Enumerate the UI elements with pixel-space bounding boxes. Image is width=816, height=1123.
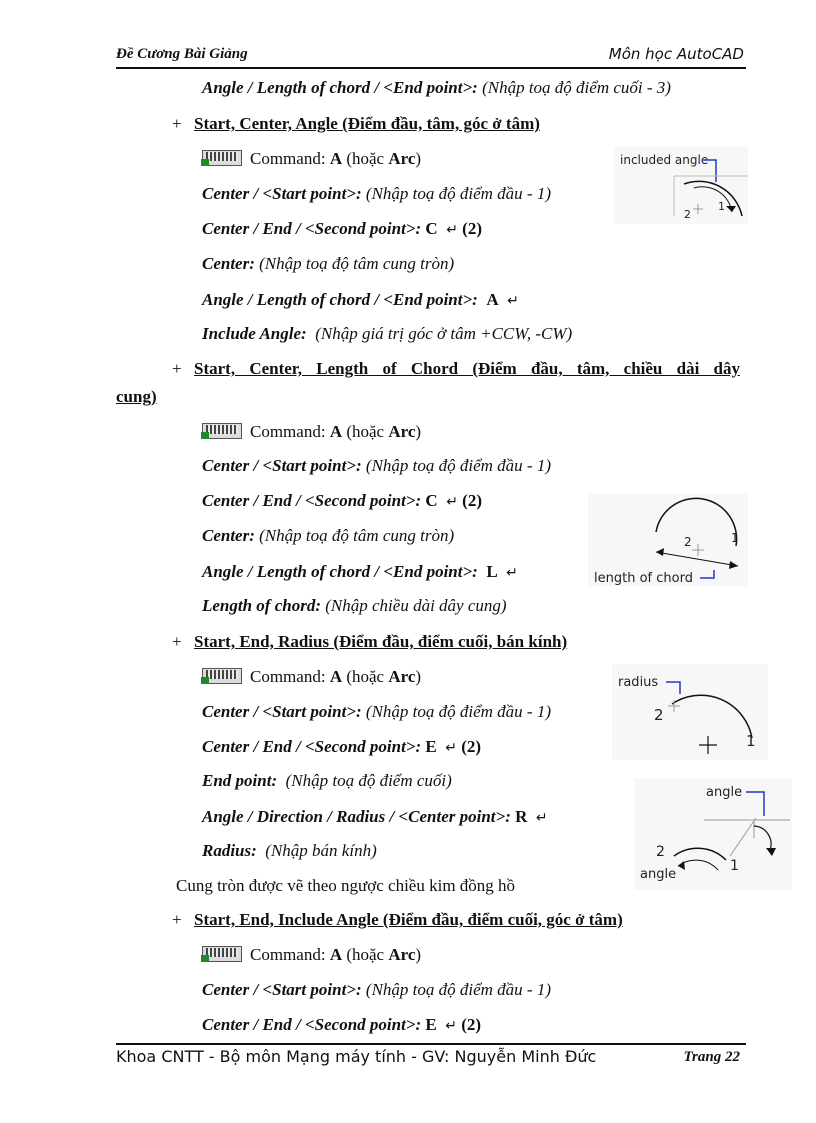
footer-divider xyxy=(116,1043,746,1045)
section-title: Start, End, Include Angle (Điểm đầu, điểm cuối, góc ở tâm) xyxy=(194,910,623,929)
keyboard-icon xyxy=(202,150,242,167)
text-line: Center / <Start point>: (Nhập toạ độ điểm đầu - 1) xyxy=(202,456,551,475)
text-line: Angle / Direction / Radius / <Center point>: R ↵ xyxy=(202,807,548,826)
text-line: Angle / Length of chord / <End point>: (Nhập toạ độ điểm cuối - 3) xyxy=(202,78,671,97)
angle-figure xyxy=(634,778,792,890)
svg-text:1: 1 xyxy=(731,531,739,545)
text-line: Include Angle: (Nhập giá trị góc ở tâm +CCW, -CW) xyxy=(202,324,573,343)
keyboard-icon xyxy=(202,423,242,440)
command-line: Command: A (hoặc Arc) xyxy=(202,667,421,687)
text-line: Center: (Nhập toạ độ tâm cung tròn) xyxy=(202,254,455,273)
footer-author: Khoa CNTT - Bộ môn Mạng máy tính - GV: Nguyễn Minh Đức xyxy=(116,1047,597,1066)
section-title: Start, Center, Angle (Điểm đầu, tâm, góc ở tâm) xyxy=(194,114,540,133)
keyboard-icon xyxy=(202,946,242,963)
radius-figure xyxy=(612,664,768,760)
text-line: Center: (Nhập toạ độ tâm cung tròn) xyxy=(202,526,455,545)
svg-text:1: 1 xyxy=(730,858,739,874)
header-title: Đề Cương Bài Giảng xyxy=(116,46,248,62)
text-line: Length of chord: (Nhập chiều dài dây cung) xyxy=(202,596,507,615)
bullet-plus: + xyxy=(172,910,182,929)
page-number: Trang 22 xyxy=(683,1049,740,1065)
keyboard-icon xyxy=(202,668,242,685)
text-line: Center / End / <Second point>: E ↵ (2) xyxy=(202,737,482,756)
header-subject: Môn học AutoCAD xyxy=(608,45,744,63)
svg-text:2: 2 xyxy=(654,706,664,724)
figure-label: radius xyxy=(618,675,659,690)
length-of-chord-figure xyxy=(588,494,748,586)
text-line: Center / <Start point>: (Nhập toạ độ điểm đầu - 1) xyxy=(202,980,551,999)
header-divider xyxy=(116,67,746,69)
figure-label: angle xyxy=(640,867,677,882)
figure-label: included angle xyxy=(620,153,709,167)
text-line: Angle / Length of chord / <End point>: A ↵ xyxy=(202,290,519,309)
text-line: Angle / Length of chord / <End point>: L ↵ xyxy=(202,562,518,581)
text-line: Center / End / <Second point>: C ↵ (2) xyxy=(202,219,482,238)
section-title: Start, End, Radius (Điểm đầu, điểm cuối, bán kính) xyxy=(194,632,568,651)
svg-text:1: 1 xyxy=(746,732,756,750)
svg-text:1: 1 xyxy=(718,200,725,213)
svg-text:2: 2 xyxy=(684,208,691,221)
text-line: Radius: (Nhập bán kính) xyxy=(202,841,377,860)
text-line: Center / <Start point>: (Nhập toạ độ điểm đầu - 1) xyxy=(202,702,551,721)
bullet-plus: + xyxy=(172,632,182,651)
note-text: Cung tròn được vẽ theo ngược chiều kim đồng hồ xyxy=(176,876,516,895)
figure-label: angle xyxy=(706,785,743,800)
text-line: Center / End / <Second point>: E ↵ (2) xyxy=(202,1015,482,1034)
bullet-plus: + xyxy=(172,114,182,133)
command-line: Command: A (hoặc Arc) xyxy=(202,422,421,442)
section-title-continuation: cung) xyxy=(116,387,157,406)
figure-label: length of chord xyxy=(594,571,693,586)
included-angle-figure xyxy=(614,146,748,224)
command-line: Command: A (hoặc Arc) xyxy=(202,945,421,965)
svg-text:2: 2 xyxy=(656,844,665,860)
text-line: Center / End / <Second point>: C ↵ (2) xyxy=(202,491,482,510)
svg-text:2: 2 xyxy=(684,535,692,549)
bullet-plus: + xyxy=(172,359,182,378)
section-title: Start, Center, Length of Chord (Điểm đầu, tâm, chiều dài dây xyxy=(194,359,740,378)
text-line: Center / <Start point>: (Nhập toạ độ điểm đầu - 1) xyxy=(202,184,551,203)
command-line: Command: A (hoặc Arc) xyxy=(202,149,421,169)
text-line: End point: (Nhập toạ độ điểm cuối) xyxy=(202,771,452,790)
